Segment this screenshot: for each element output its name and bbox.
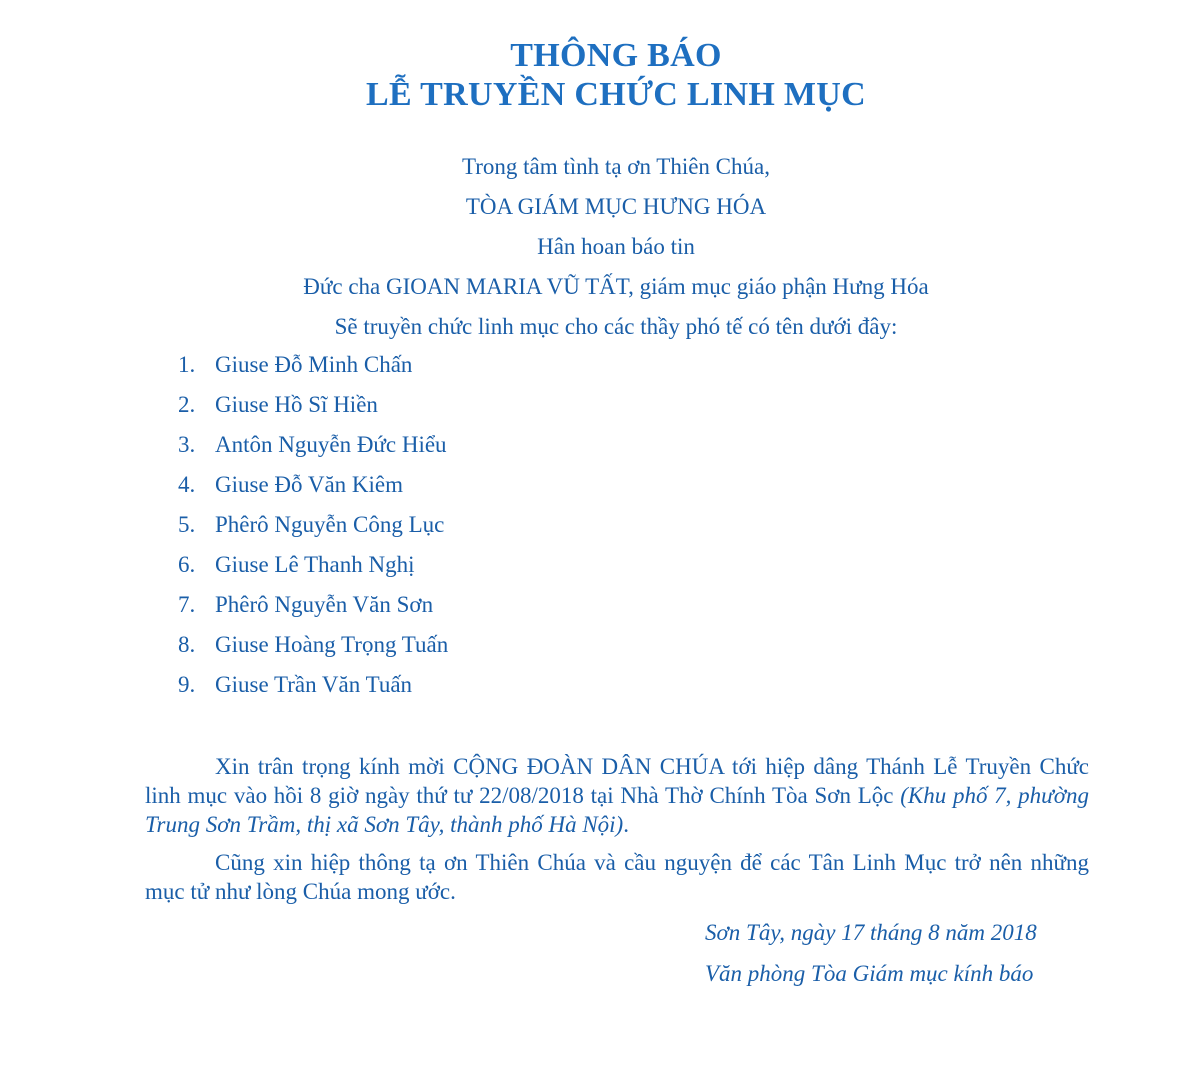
list-item-number: 6. xyxy=(178,552,196,577)
intro-bishop: Đức cha GIOAN MARIA VŨ TẤT, giám mục giáo phận Hưng Hóa xyxy=(303,274,929,299)
title-line-announcement: THÔNG BÁO xyxy=(510,37,722,74)
list-item xyxy=(178,585,448,625)
list-item-name: Giuse Lê Thanh Nghị xyxy=(215,552,415,577)
invitation-text: Xin trân trọng kính mời CỘNG ĐOÀN DÂN CHÚA tới hiệp dâng Thánh Lễ Truyền Chức linh mục vào hồi 8 giờ ngày thứ tư 22/08/2018 tại Nhà Thờ Chính Tòa Sơn Lộc xyxy=(145,754,1089,808)
list-item-number: 1. xyxy=(178,352,196,377)
list-item xyxy=(178,545,448,585)
list-item-number: 5. xyxy=(178,512,196,537)
intro-block xyxy=(0,147,1200,347)
place-date: Sơn Tây, ngày 17 tháng 8 năm 2018 xyxy=(705,920,1037,945)
list-item xyxy=(178,505,448,545)
list-item-name: Antôn Nguyễn Đức Hiểu xyxy=(215,432,447,457)
signer: Văn phòng Tòa Giám mục kính báo xyxy=(705,961,1034,986)
list-item xyxy=(178,425,448,465)
list-item xyxy=(178,385,448,425)
invitation-paragraph xyxy=(145,752,1089,839)
list-item-number: 2. xyxy=(178,392,196,417)
intro-thanksgiving: Trong tâm tình tạ ơn Thiên Chúa, xyxy=(462,154,770,179)
prayer-paragraph: Cũng xin hiệp thông tạ ơn Thiên Chúa và cầu nguyện để các Tân Linh Mục trở nên những mục tử như lòng Chúa mong ước. xyxy=(145,850,1089,904)
list-item-number: 4. xyxy=(178,472,196,497)
candidate-list xyxy=(178,345,448,705)
list-item-name: Phêrô Nguyễn Văn Sơn xyxy=(215,592,434,617)
list-item-number: 9. xyxy=(178,672,196,697)
list-item-name: Phêrô Nguyễn Công Lục xyxy=(215,512,445,537)
list-item xyxy=(178,665,448,705)
list-item-name: Giuse Hồ Sĩ Hiền xyxy=(215,392,378,417)
document-title xyxy=(0,36,1200,114)
intro-announce: Hân hoan báo tin xyxy=(537,234,695,259)
list-item-name: Giuse Đỗ Văn Kiêm xyxy=(215,472,404,497)
list-item xyxy=(178,465,448,505)
list-item-name: Giuse Trần Văn Tuấn xyxy=(215,672,413,697)
list-item-number: 8. xyxy=(178,632,196,657)
title-line-ordination: LỄ TRUYỀN CHỨC LINH MỤC xyxy=(366,76,866,113)
signature-block xyxy=(705,912,1037,994)
list-item-number: 3. xyxy=(178,432,196,457)
list-item xyxy=(178,625,448,665)
intro-diocese: TÒA GIÁM MỤC HƯNG HÓA xyxy=(465,194,767,219)
list-item-name: Giuse Đỗ Minh Chấn xyxy=(215,352,413,377)
invitation-end: . xyxy=(623,812,629,837)
list-item-number: 7. xyxy=(178,592,196,617)
intro-ordination-statement: Sẽ truyền chức linh mục cho các thầy phó tế có tên dưới đây: xyxy=(334,314,898,339)
list-item xyxy=(178,345,448,385)
church-address: (Khu phố 7, phường Trung Sơn Trầm, thị xã Sơn Tây, thành phố Hà Nội) xyxy=(145,783,1089,837)
list-item-name: Giuse Hoàng Trọng Tuấn xyxy=(215,632,449,657)
